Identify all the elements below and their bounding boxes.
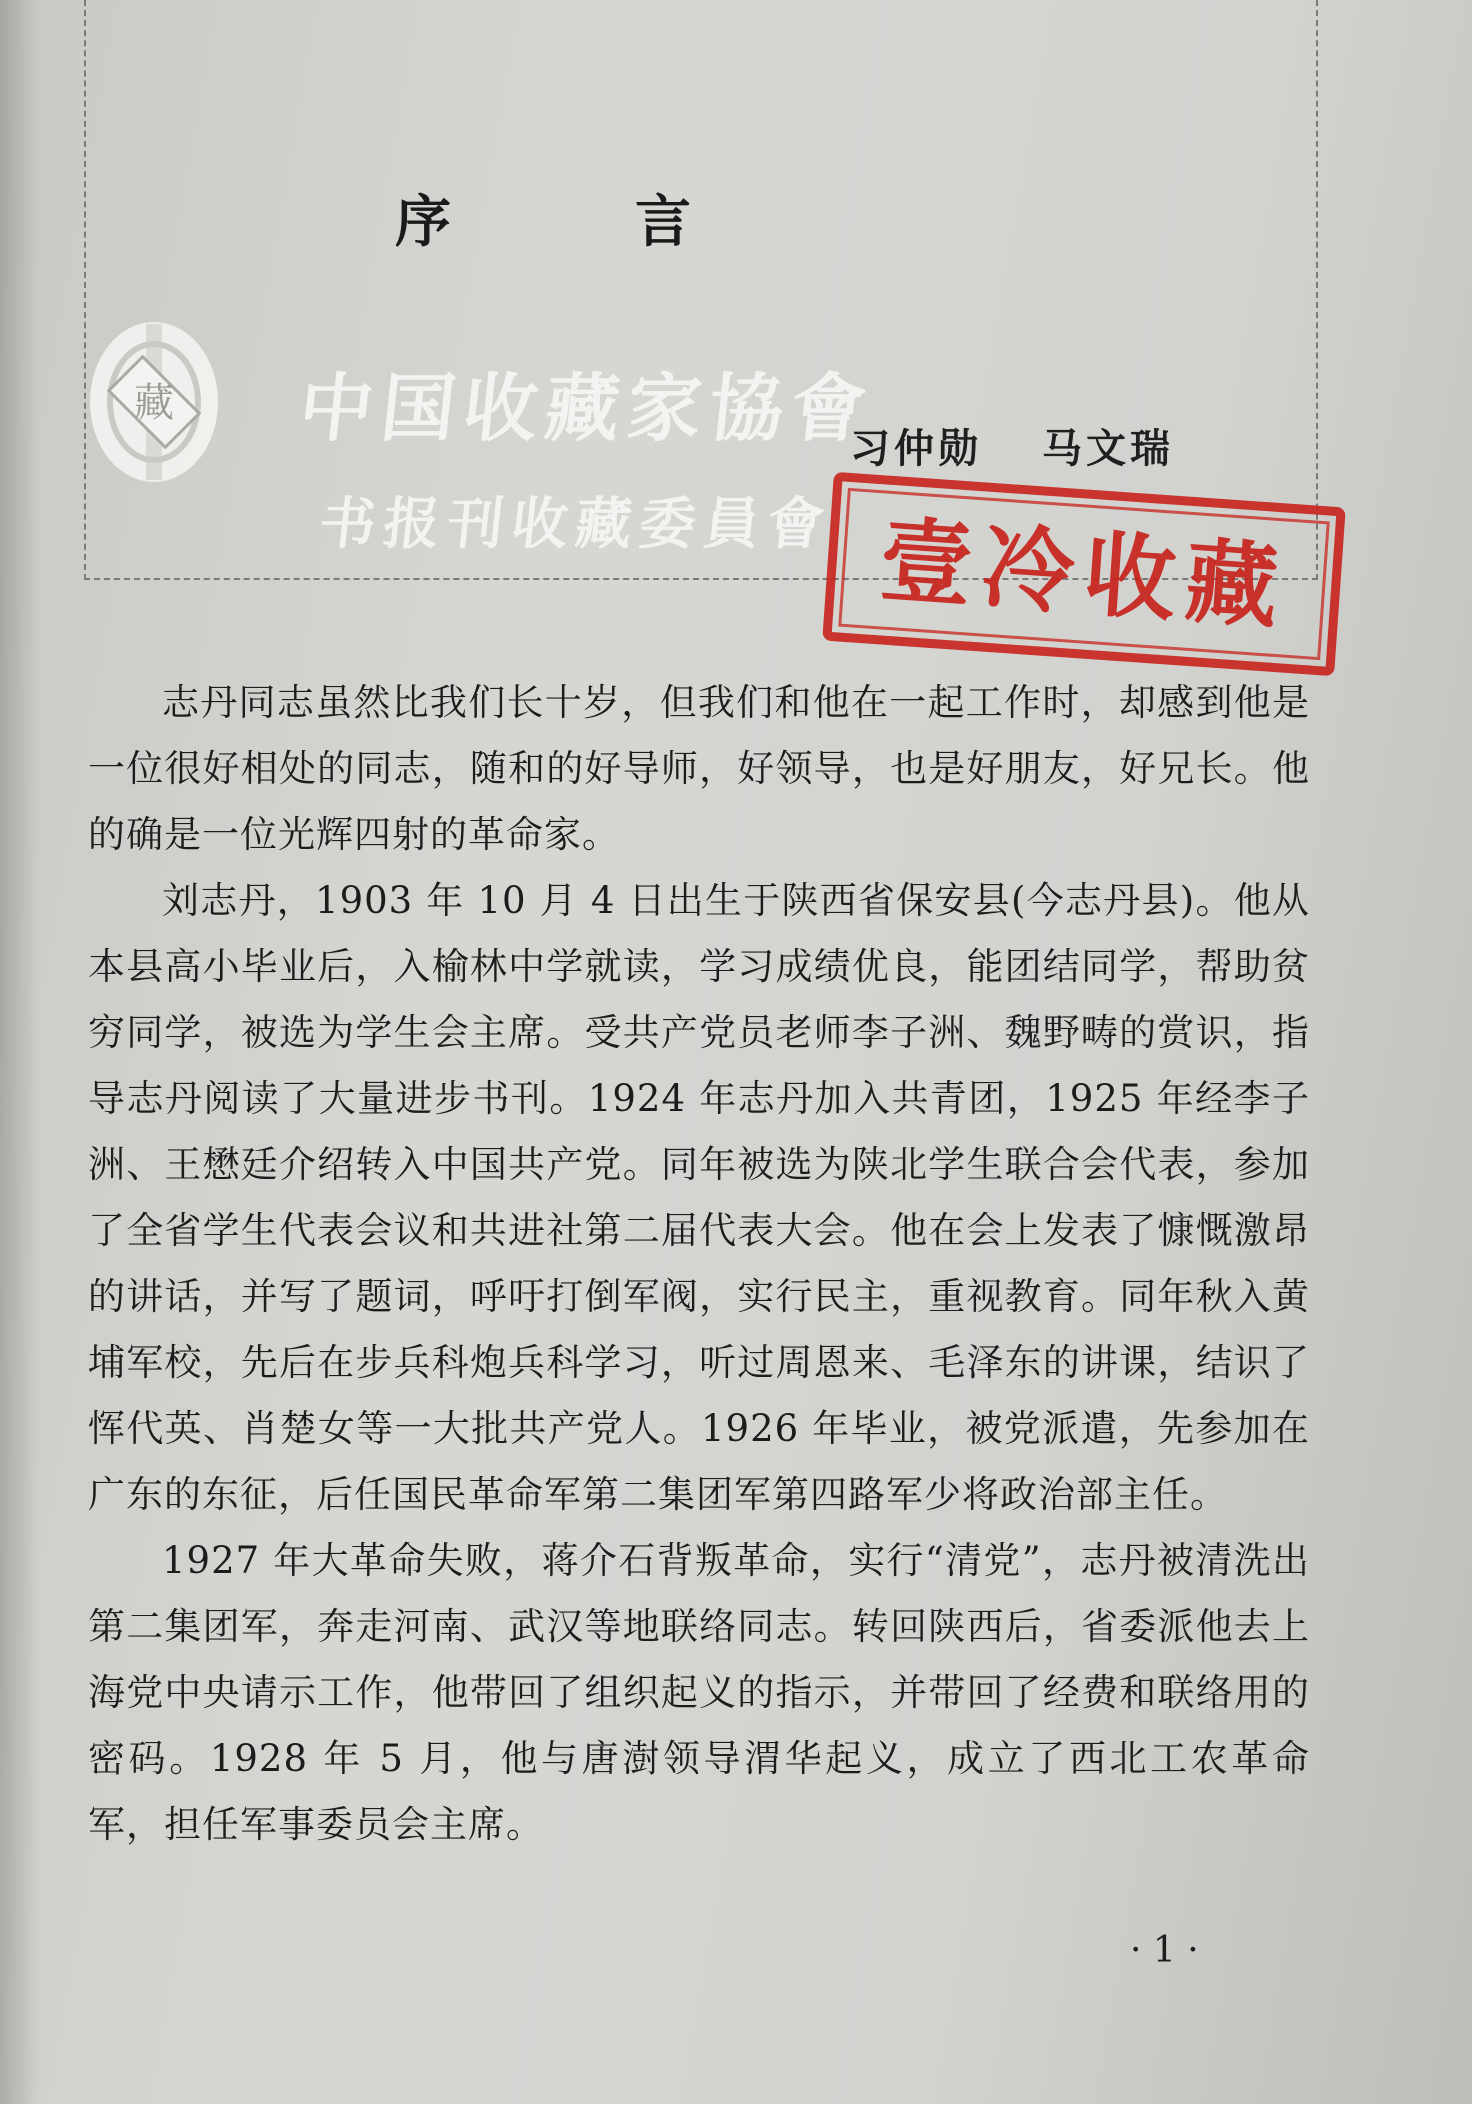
collectors-association-logo xyxy=(84,316,224,488)
page-shadow xyxy=(0,0,40,2104)
watermark-association-name: 中国收藏家協會 xyxy=(294,366,878,452)
paragraph: 志丹同志虽然比我们长十岁，但我们和他在一起工作时，却感到他是一位很好相处的同志，随和的好导师，好领导，也是好朋友，好兄长。他的确是一位光辉四射的革命家。 xyxy=(88,681,1310,856)
author-name: 马文瑞 xyxy=(1042,425,1174,472)
red-seal-stamp xyxy=(821,470,1348,678)
page-number: · 1 · xyxy=(1130,1930,1199,1971)
paragraph: 刘志丹，1903 年 10 月 4 日出生于陕西省保安县(今志丹县)。他从本县高小毕业后，入榆林中学就读，学习成绩优良，能团结同学，帮助贫穷同学，被选为学生会主席。受共产党员老师李子洲、魏野畴的赏识，指导志丹阅读了大量进步书刊。1924 年志丹加入共青团，1925 年经李子洲、王懋廷介绍转入中国共产党。同年被选为陕北学生联合会代表，参加了全省学生代表会议和共进社第二届代表大会。他在会上发表了慷慨激昂的讲话，并写了题词，呼吁打倒军阀，实行民主，重视教育。同年秋入黄埔军校，先后在步兵科炮兵科学习，听过周恩来、毛泽东的讲课，结识了恽代英、肖楚女等一大批共产党人。1926 年毕业，被党派遣，先参加在广东的东征，后任国民革命军第二集团军第四路军少将政治部主任。 xyxy=(88,879,1310,1516)
author-name: 习仲勋 xyxy=(850,425,982,472)
preface-body xyxy=(88,670,1310,1858)
watermark-committee-name: 书报刊收藏委員會 xyxy=(316,491,836,557)
svg-text:壹冷收藏: 壹冷收藏 xyxy=(876,506,1292,643)
svg-text:藏: 藏 xyxy=(134,380,174,426)
paragraph: 1927 年大革命失败，蒋介石背叛革命，实行“清党”，志丹被清洗出第二集团军，奔走河南、武汉等地联络同志。转回陕西后，省委派他去上海党中央请示工作，他带回了组织起义的指示，并带回了经费和联络用的密码。1928 年 5 月，他与唐澍领导渭华起义，成立了西北工农革命军，担任军事委员会主席。 xyxy=(88,1539,1310,1846)
authors-line xyxy=(850,417,1174,474)
page-title: 序 言 xyxy=(395,189,755,255)
